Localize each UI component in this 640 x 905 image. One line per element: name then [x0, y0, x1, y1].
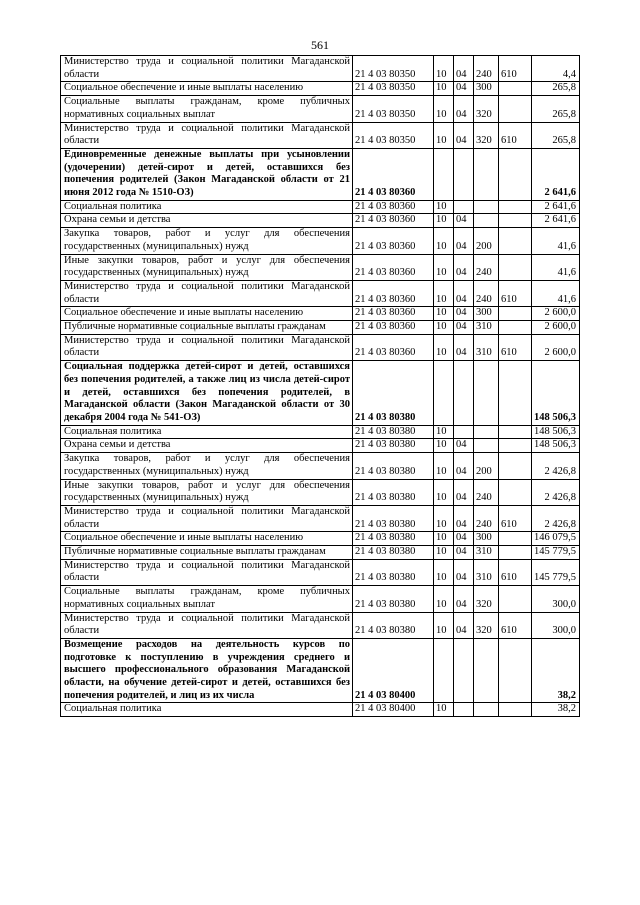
table-row	[61, 532, 580, 546]
target-article-code: 21 4 03 80350	[353, 56, 434, 82]
section-code: 10	[434, 479, 454, 505]
table-row	[61, 439, 580, 453]
amount: 38,2	[532, 638, 580, 703]
row-name: Министерство труда и социальной политики Магаданской области	[61, 334, 353, 360]
table-row	[61, 307, 580, 321]
target-article-code: 21 4 03 80360	[353, 280, 434, 306]
row-name: Охрана семьи и детства	[61, 439, 353, 453]
row-name: Социальное обеспечение и иные выплаты населению	[61, 307, 353, 321]
amount: 300,0	[532, 612, 580, 638]
subsection-code: 04	[454, 479, 474, 505]
target-article-code: 21 4 03 80380	[353, 586, 434, 612]
section-code: 10	[434, 546, 454, 560]
subsection-code: 04	[454, 505, 474, 531]
amount: 146 079,5	[532, 532, 580, 546]
row-name: Социальная политика	[61, 200, 353, 214]
row-name: Министерство труда и социальной политики Магаданской области	[61, 56, 353, 82]
target-article-code: 21 4 03 80350	[353, 96, 434, 122]
admin-code	[499, 200, 532, 214]
table-row	[61, 56, 580, 82]
row-name: Социальная поддержка детей-сирот и детей, оставшихся без попечения родителей, а также лиц из числа детей-сирот и детей, оставшихся без попечения родителей, в Магаданской области (Закон Магаданской области от 30 декабря 2004 года № 541-ОЗ)	[61, 361, 353, 426]
amount: 4,4	[532, 56, 580, 82]
subsection-code: 04	[454, 280, 474, 306]
section-code: 10	[434, 532, 454, 546]
admin-code	[499, 532, 532, 546]
amount: 2 600,0	[532, 334, 580, 360]
table-row	[61, 559, 580, 585]
target-article-code: 21 4 03 80380	[353, 439, 434, 453]
table-row	[61, 321, 580, 335]
expense-type-code: 240	[474, 280, 499, 306]
subsection-code: 04	[454, 214, 474, 228]
admin-code	[499, 254, 532, 280]
admin-code: 610	[499, 122, 532, 148]
expense-type-code: 300	[474, 532, 499, 546]
amount: 265,8	[532, 96, 580, 122]
target-article-code: 21 4 03 80360	[353, 228, 434, 254]
row-name: Министерство труда и социальной политики Магаданской области	[61, 612, 353, 638]
admin-code: 610	[499, 280, 532, 306]
table-row	[61, 254, 580, 280]
expense-type-code: 300	[474, 82, 499, 96]
amount: 41,6	[532, 254, 580, 280]
section-code: 10	[434, 453, 454, 479]
table-row	[61, 200, 580, 214]
expense-type-code	[474, 439, 499, 453]
section-code: 10	[434, 559, 454, 585]
table-row	[61, 425, 580, 439]
subsection-code	[454, 703, 474, 717]
subsection-code: 04	[454, 334, 474, 360]
subsection-code	[454, 148, 474, 200]
target-article-code: 21 4 03 80350	[353, 82, 434, 96]
target-article-code: 21 4 03 80380	[353, 361, 434, 426]
section-code: 10	[434, 228, 454, 254]
section-code: 10	[434, 439, 454, 453]
admin-code: 610	[499, 505, 532, 531]
target-article-code: 21 4 03 80360	[353, 254, 434, 280]
expense-type-code	[474, 148, 499, 200]
amount: 41,6	[532, 280, 580, 306]
expense-type-code	[474, 200, 499, 214]
target-article-code: 21 4 03 80360	[353, 334, 434, 360]
amount: 148 506,3	[532, 425, 580, 439]
row-name: Закупка товаров, работ и услуг для обеспечения государственных (муниципальных) нужд	[61, 453, 353, 479]
admin-code	[499, 214, 532, 228]
section-code: 10	[434, 122, 454, 148]
amount: 2 641,6	[532, 214, 580, 228]
section-code: 10	[434, 200, 454, 214]
subsection-code	[454, 200, 474, 214]
target-article-code: 21 4 03 80400	[353, 703, 434, 717]
admin-code	[499, 148, 532, 200]
admin-code: 610	[499, 56, 532, 82]
section-code: 10	[434, 703, 454, 717]
subsection-code: 04	[454, 96, 474, 122]
table-row	[61, 638, 580, 703]
amount: 300,0	[532, 586, 580, 612]
subsection-code: 04	[454, 254, 474, 280]
amount: 265,8	[532, 122, 580, 148]
budget-table	[60, 55, 580, 717]
subsection-code: 04	[454, 307, 474, 321]
subsection-code	[454, 425, 474, 439]
expense-type-code: 320	[474, 586, 499, 612]
subsection-code: 04	[454, 612, 474, 638]
section-code: 10	[434, 280, 454, 306]
section-code	[434, 148, 454, 200]
admin-code	[499, 425, 532, 439]
target-article-code: 21 4 03 80360	[353, 148, 434, 200]
target-article-code: 21 4 03 80400	[353, 638, 434, 703]
expense-type-code: 240	[474, 505, 499, 531]
expense-type-code	[474, 361, 499, 426]
section-code: 10	[434, 321, 454, 335]
section-code: 10	[434, 586, 454, 612]
expense-type-code: 310	[474, 321, 499, 335]
subsection-code: 04	[454, 122, 474, 148]
row-name: Министерство труда и социальной политики Магаданской области	[61, 280, 353, 306]
table-row	[61, 214, 580, 228]
section-code: 10	[434, 96, 454, 122]
table-row	[61, 546, 580, 560]
amount: 148 506,3	[532, 439, 580, 453]
admin-code	[499, 82, 532, 96]
row-name: Министерство труда и социальной политики Магаданской области	[61, 505, 353, 531]
section-code: 10	[434, 254, 454, 280]
table-row	[61, 228, 580, 254]
expense-type-code: 310	[474, 334, 499, 360]
admin-code	[499, 439, 532, 453]
amount: 2 426,8	[532, 505, 580, 531]
row-name: Министерство труда и социальной политики Магаданской области	[61, 559, 353, 585]
amount: 2 600,0	[532, 321, 580, 335]
table-row	[61, 148, 580, 200]
row-name: Социальные выплаты гражданам, кроме публичных нормативных социальных выплат	[61, 96, 353, 122]
subsection-code: 04	[454, 56, 474, 82]
table-row	[61, 122, 580, 148]
expense-type-code: 320	[474, 612, 499, 638]
section-code: 10	[434, 56, 454, 82]
admin-code	[499, 703, 532, 717]
expense-type-code: 320	[474, 122, 499, 148]
target-article-code: 21 4 03 80360	[353, 200, 434, 214]
amount: 2 600,0	[532, 307, 580, 321]
table-row	[61, 703, 580, 717]
table-row	[61, 479, 580, 505]
amount: 148 506,3	[532, 361, 580, 426]
row-name: Социальные выплаты гражданам, кроме публичных нормативных социальных выплат	[61, 586, 353, 612]
amount: 2 641,6	[532, 148, 580, 200]
target-article-code: 21 4 03 80360	[353, 307, 434, 321]
amount: 38,2	[532, 703, 580, 717]
expense-type-code: 310	[474, 546, 499, 560]
amount: 2 426,8	[532, 479, 580, 505]
row-name: Охрана семьи и детства	[61, 214, 353, 228]
target-article-code: 21 4 03 80360	[353, 214, 434, 228]
target-article-code: 21 4 03 80360	[353, 321, 434, 335]
table-body	[61, 56, 580, 717]
admin-code: 610	[499, 559, 532, 585]
target-article-code: 21 4 03 80380	[353, 479, 434, 505]
table-row	[61, 361, 580, 426]
subsection-code: 04	[454, 559, 474, 585]
target-article-code: 21 4 03 80380	[353, 425, 434, 439]
admin-code	[499, 321, 532, 335]
row-name: Иные закупки товаров, работ и услуг для обеспечения государственных (муниципальных) нужд	[61, 479, 353, 505]
target-article-code: 21 4 03 80380	[353, 453, 434, 479]
amount: 145 779,5	[532, 546, 580, 560]
row-name: Единовременные денежные выплаты при усыновлении (удочерении) детей-сирот и детей, оставшихся без попечения родителей (Закон Магаданской области от 21 июня 2012 года № 1510-ОЗ)	[61, 148, 353, 200]
admin-code: 610	[499, 612, 532, 638]
section-code: 10	[434, 505, 454, 531]
target-article-code: 21 4 03 80380	[353, 505, 434, 531]
row-name: Публичные нормативные социальные выплаты гражданам	[61, 321, 353, 335]
section-code: 10	[434, 307, 454, 321]
expense-type-code	[474, 638, 499, 703]
section-code: 10	[434, 214, 454, 228]
row-name: Министерство труда и социальной политики Магаданской области	[61, 122, 353, 148]
subsection-code: 04	[454, 532, 474, 546]
row-name: Иные закупки товаров, работ и услуг для обеспечения государственных (муниципальных) нужд	[61, 254, 353, 280]
section-code: 10	[434, 612, 454, 638]
table-row	[61, 453, 580, 479]
admin-code	[499, 453, 532, 479]
table-row	[61, 82, 580, 96]
expense-type-code: 300	[474, 307, 499, 321]
expense-type-code	[474, 214, 499, 228]
subsection-code: 04	[454, 228, 474, 254]
target-article-code: 21 4 03 80380	[353, 559, 434, 585]
subsection-code: 04	[454, 546, 474, 560]
subsection-code: 04	[454, 453, 474, 479]
expense-type-code: 200	[474, 453, 499, 479]
page-number: 561	[311, 38, 329, 52]
section-code: 10	[434, 425, 454, 439]
amount: 145 779,5	[532, 559, 580, 585]
admin-code	[499, 96, 532, 122]
row-name: Социальная политика	[61, 425, 353, 439]
subsection-code	[454, 361, 474, 426]
expense-type-code: 200	[474, 228, 499, 254]
expense-type-code	[474, 425, 499, 439]
amount: 41,6	[532, 228, 580, 254]
table-row	[61, 612, 580, 638]
subsection-code	[454, 638, 474, 703]
amount: 265,8	[532, 82, 580, 96]
expense-type-code: 310	[474, 559, 499, 585]
table-row	[61, 334, 580, 360]
expense-type-code: 320	[474, 96, 499, 122]
subsection-code: 04	[454, 82, 474, 96]
row-name: Закупка товаров, работ и услуг для обеспечения государственных (муниципальных) нужд	[61, 228, 353, 254]
section-code	[434, 638, 454, 703]
admin-code	[499, 307, 532, 321]
section-code: 10	[434, 334, 454, 360]
expense-type-code: 240	[474, 254, 499, 280]
row-name: Публичные нормативные социальные выплаты гражданам	[61, 546, 353, 560]
expense-type-code: 240	[474, 56, 499, 82]
admin-code: 610	[499, 334, 532, 360]
table-row	[61, 586, 580, 612]
subsection-code: 04	[454, 586, 474, 612]
table-row	[61, 96, 580, 122]
subsection-code: 04	[454, 321, 474, 335]
row-name: Социальное обеспечение и иные выплаты населению	[61, 532, 353, 546]
subsection-code: 04	[454, 439, 474, 453]
row-name: Возмещение расходов на деятельность курсов по подготовке к поступлению в учреждения среднего и высшего профессионального образования Магаданской области, на обучение детей-сирот и детей, оставшихся без попечения родителей, и лиц из их числа	[61, 638, 353, 703]
target-article-code: 21 4 03 80380	[353, 546, 434, 560]
admin-code	[499, 361, 532, 426]
target-article-code: 21 4 03 80380	[353, 532, 434, 546]
amount: 2 426,8	[532, 453, 580, 479]
target-article-code: 21 4 03 80350	[353, 122, 434, 148]
amount: 2 641,6	[532, 200, 580, 214]
section-code	[434, 361, 454, 426]
section-code: 10	[434, 82, 454, 96]
row-name: Социальная политика	[61, 703, 353, 717]
admin-code	[499, 228, 532, 254]
table-row	[61, 280, 580, 306]
expense-type-code: 240	[474, 479, 499, 505]
admin-code	[499, 586, 532, 612]
target-article-code: 21 4 03 80380	[353, 612, 434, 638]
admin-code	[499, 479, 532, 505]
admin-code	[499, 546, 532, 560]
expense-type-code	[474, 703, 499, 717]
row-name: Социальное обеспечение и иные выплаты населению	[61, 82, 353, 96]
admin-code	[499, 638, 532, 703]
table-row	[61, 505, 580, 531]
